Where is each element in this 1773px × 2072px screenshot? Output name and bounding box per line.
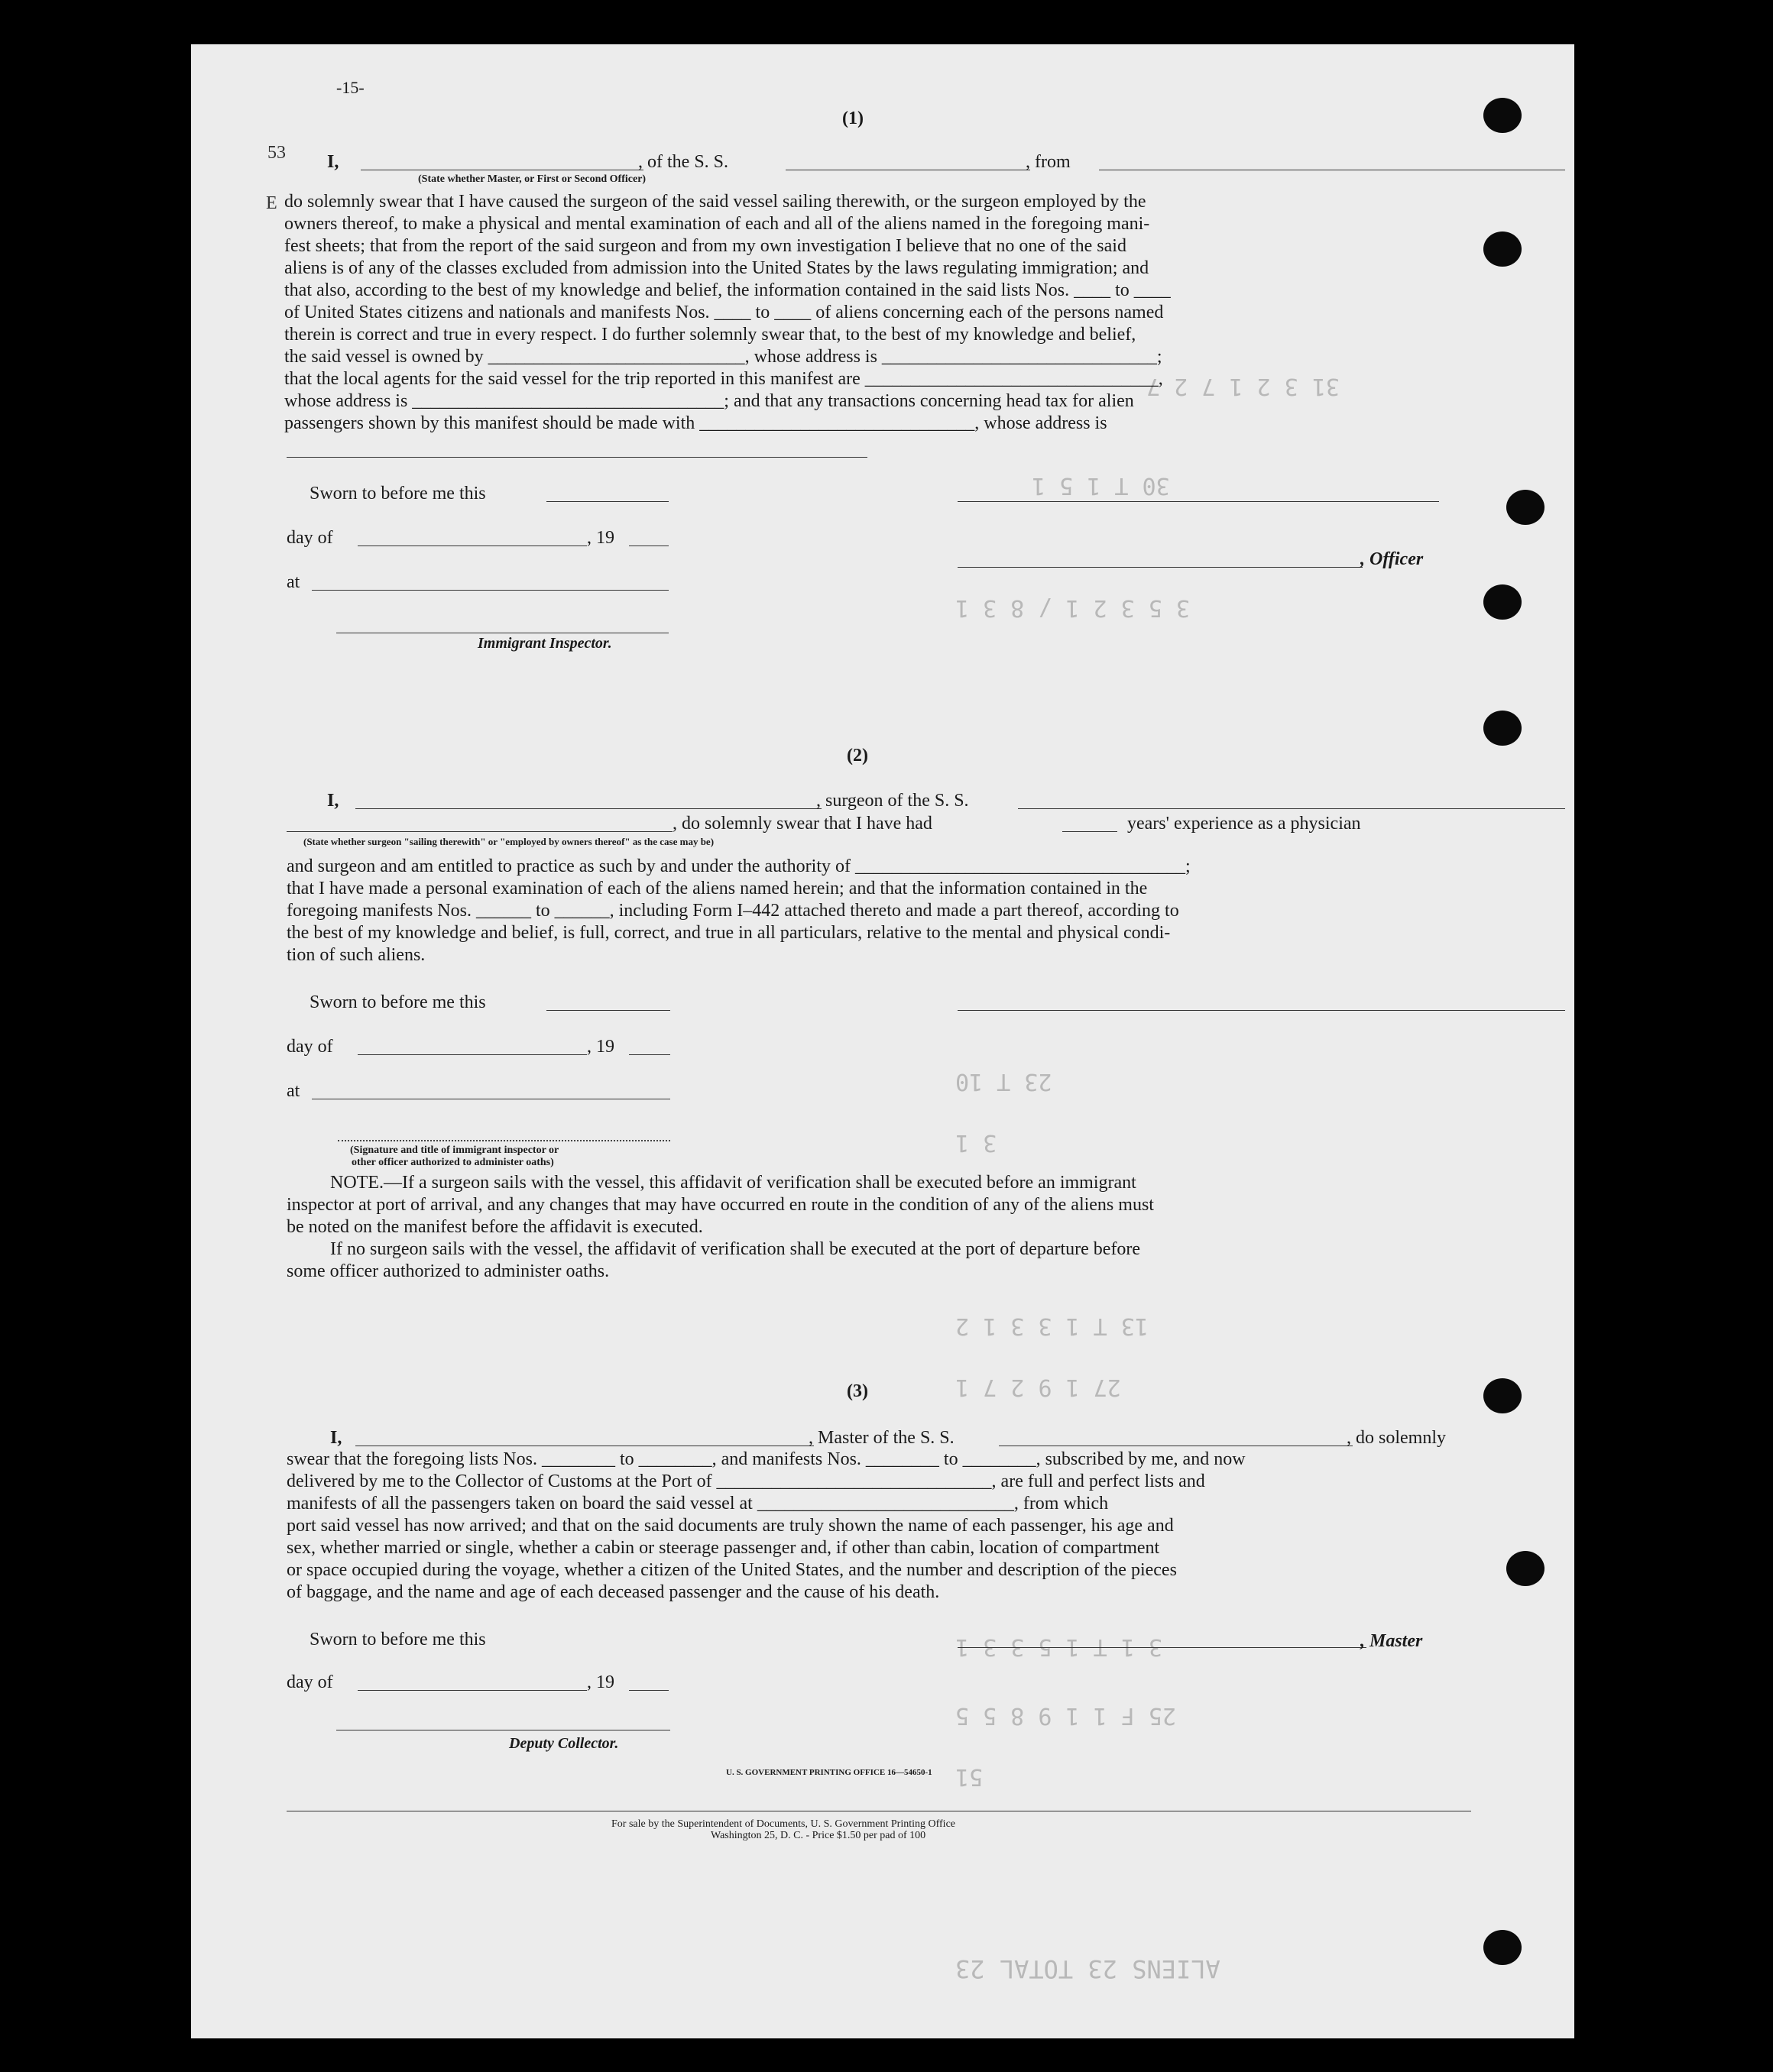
note-line: inspector at port of arrival, and any changes that may have occurred en route in the condition of any of the aliens must [287, 1195, 1154, 1215]
sworn-label: Sworn to before me this [310, 992, 486, 1012]
paragraph-line: of United States citizens and nationals and manifests Nos. ____ to ____ of aliens concerning each of the persons named [284, 303, 1164, 322]
section-3-i-label: I, [330, 1428, 342, 1448]
year-field[interactable] [629, 1690, 669, 1691]
margin-mark: E [266, 193, 277, 213]
paragraph-line: therein is correct and true in every respect. I do further solemnly swear that, to the best of my knowledge and belief, [284, 325, 1136, 345]
inspector-caption: Immigrant Inspector. [478, 635, 612, 652]
officer-rank-caption: (State whether Master, or First or Second Officer) [418, 173, 647, 185]
master-signature-field[interactable] [958, 1647, 1366, 1648]
at-label: at [287, 572, 300, 592]
paragraph-line: fest sheets; that from the report of the said surgeon and from my own investigation I believe that no one of the said [284, 236, 1126, 256]
binder-hole [1483, 711, 1522, 746]
year-field[interactable] [629, 1054, 670, 1055]
surgeon-signature-field[interactable] [958, 1010, 1565, 1011]
section-1-paragraph [284, 191, 1568, 435]
day-of-label: day of [287, 1672, 333, 1692]
note-line: If no surgeon sails with the vessel, the affidavit of verification shall be executed at the port of departure before [330, 1239, 1141, 1259]
year-label: , 19 [587, 1672, 614, 1692]
paragraph-line: owners thereof, to make a physical and mental examination of each and all of the aliens named in the foregoing mani- [284, 214, 1150, 234]
surgeon-vessel-field[interactable] [1018, 808, 1565, 809]
collector-caption: Deputy Collector. [509, 1735, 619, 1752]
surgeon-status-field[interactable] [287, 831, 673, 832]
year-label: , 19 [587, 1037, 614, 1057]
signature-caption: other officer authorized to administer oaths) [352, 1157, 554, 1168]
paragraph-line: that also, according to the best of my knowledge and belief, the information contained in the said lists Nos. ____ to ____ [284, 280, 1171, 300]
note-paragraph [287, 1172, 1570, 1283]
years-field[interactable] [1062, 831, 1117, 832]
at-label: at [287, 1081, 300, 1101]
binder-hole [1483, 98, 1522, 133]
paragraph-line: and surgeon and am entitled to practice as such by and under the authority of ____________________________________; [287, 856, 1191, 876]
paragraph-line: of baggage, and the name and age of each deceased passenger and the cause of his death. [287, 1582, 940, 1602]
sworn-label: Sworn to before me this [310, 484, 486, 503]
sworn-label: Sworn to before me this [310, 1630, 486, 1650]
month-field[interactable] [358, 1054, 587, 1055]
at-place-field[interactable] [312, 590, 669, 591]
paragraph-line: the said vessel is owned by ____________________________, whose address is ______________________________; [284, 347, 1162, 367]
paragraph-line: the best of my knowledge and belief, is full, correct, and true in all particulars, relative to the mental and physical condi- [287, 923, 1171, 943]
sale-line: Washington 25, D. C. - Price $1.50 per pad of 100 [711, 1830, 926, 1841]
paragraph-line: passengers shown by this manifest should be made with ______________________________, whose address is [284, 413, 1107, 433]
note-line: NOTE.—If a surgeon sails with the vessel, this affidavit of verification shall be executed before an immigrant [330, 1173, 1136, 1193]
section-1-number: (1) [842, 108, 864, 128]
section-2-paragraph [287, 856, 1570, 966]
binder-hole [1483, 584, 1522, 620]
manifest-page: -15- 53 E 31 3 2 1 7 2 7 30 T 1 5 1 3 5 3 2 1 / 8 3 1 23 T 10 3 1 13 T 1 3 3 1 2 27 1 9 2 7 1 3 1 T 1 5 3 3 1 25 F 1 1 9 8 5 5 51 (1) I, (State whether Master, or First or Second Officer) , of the S. S. , from do solemnly swear that I have caused the surgeon of the said vessel sailing therewith, or the surgeon employed by the owners thereof, to make a physical and mental examination of each and all of the aliens named in the foregoing mani- fest sheets; that from the report of the said surgeon and from my own investigation I believe that no one of the said aliens is of any of the classes excluded from admission into the United States by the laws regulating immigration; and that also, according to the best of my knowledge and belief, the information contained in the said lists Nos. ____ to ____ of United States citizens and nationals and manifests Nos. ____ to ____ of aliens concerning each of the persons named therein is correct and true in every respect. I do further solemnly swear that, to the best of my knowledge and belief, the said vessel is owned by ____________________________, whose address is ______________________________; that the local agents for the said vessel for the trip reported in this manifest are ________________________________, whose address is __________________________________; and that any transactions concerning head tax for alien passengers shown by this manifest should be made with ______________________________, whose address is Sworn to before me this day of , 19 , Officer at Immigrant Inspector. (2) I, , surgeon of the S. S. , do solemnly swear that I have had years' experience as a physician (State whether surgeon "sailing therewith" or "employed by owners thereof" as the case may be) and surgeon and am entitled to practice as such by and under the authority of ____________________________________; that I have made a personal examination of each of the aliens named herein; and that the information contained in the foregoing manifests Nos. ______ to ______, including Form I–442 attached thereto and made a part thereof, according to the best of my knowledge and belief, is full, correct, and true in all particulars, relative to the mental and physical condi- tion of such aliens. Sworn to before me this day of , 19 at (Signature and title of immigrant inspector or other officer authorized to administer oaths) NOTE.—If a surgeon sails with the vessel, this affidavit of verification shall be executed before an immigrant inspector at port of arrival, and any changes that may have occurred en route in the condition of any of the aliens must be noted on the manifest before the affidavit is executed. If no surgeon sails with the vessel, the affidavit of verification shall be executed at the port of departure before some officer authorized to administer oaths. (3) I, , Master of the S. S. , do solemnly swear that the foregoing lists Nos. ________ to ________, and manifests Nos. ________ to ________, subscribed by me, and now delivered by me to the Collector of Customs at the Port of ______________________________, are full and perfect lists and manifests of all the passengers taken on board the said vessel at ____________________________, from which port said vessel has now arrived; and that on the said documents are truly shown the name of each passenger, his age and sex, whether married or single, whether a cabin or steerage passenger and, if other than cabin, location of compartment or space occupied during the voyage, whether a citizen of the United States, and the number and description of the pieces of baggage, and the name and age of each deceased passenger and the cause of his death. Sworn to before me this , Master day of , 19 Deputy Collector. U. S. GOVERNMENT PRINTING OFFICE 16—54650-1 For sale by the Superintendent of Documents, U. S. Government Printing Office Washington 25, D. C. - Price $1.50 per pad of 100 ALIENS 23 TOTAL 23 [191, 44, 1574, 2038]
surgeon-status-caption: (State whether surgeon "sailing therewith" or "employed by owners thereof" as the case may be) [303, 836, 715, 847]
paragraph-line: sex, whether married or single, whether a cabin or steerage passenger and, if other than cabin, location of compartment [287, 1538, 1160, 1558]
inspector-signature-field[interactable] [338, 1140, 670, 1141]
day-of-label: day of [287, 1037, 333, 1057]
margin-mark: 53 [267, 143, 286, 163]
paragraph-line: that I have made a personal examination of each of the aliens named herein; and that the information contained in the [287, 879, 1148, 898]
section-3-paragraph [287, 1449, 1570, 1604]
note-line: some officer authorized to administer oaths. [287, 1261, 610, 1281]
bottom-bleed-text: ALIENS 23 TOTAL 23 [955, 1954, 1220, 1983]
years-label: years' experience as a physician [1127, 814, 1361, 834]
paragraph-line: foregoing manifests Nos. ______ to ______, including Form I–442 attached thereto and made a part thereof, according to [287, 901, 1179, 921]
paragraph-line: whose address is __________________________________; and that any transactions concerning head tax for alien [284, 391, 1134, 411]
master-caption: , Master [1360, 1631, 1423, 1651]
solemnly-label: , do solemnly swear that I have had [673, 814, 932, 834]
binder-hole [1483, 1930, 1522, 1965]
paragraph-line: tion of such aliens. [287, 945, 426, 965]
do-solemnly-label: , do solemnly [1347, 1428, 1446, 1448]
note-line: be noted on the manifest before the affidavit is executed. [287, 1217, 703, 1237]
section-2-i-label: I, [327, 791, 339, 811]
head-tax-address-field[interactable] [287, 457, 867, 458]
sale-line: For sale by the Superintendent of Documents, U. S. Government Printing Office [611, 1818, 955, 1830]
paragraph-line: swear that the foregoing lists Nos. ________ to ________, and manifests Nos. ________ to ________, subscribed by me, and now [287, 1449, 1246, 1469]
sworn-date-field[interactable] [546, 501, 669, 502]
paragraph-line: that the local agents for the said vessel for the trip reported in this manifest are ________________________________, [284, 369, 1163, 389]
officer-caption: , Officer [1360, 549, 1424, 569]
from-label: , from [1026, 152, 1071, 172]
officer-title-field[interactable] [958, 567, 1363, 568]
surgeon-name-field[interactable] [355, 808, 822, 809]
binder-hole [1506, 1551, 1544, 1586]
section-3-number: (3) [847, 1381, 868, 1401]
binder-hole [1506, 490, 1544, 525]
paragraph-line: or space occupied during the voyage, whether a citizen of the United States, and the number and description of the pieces [287, 1560, 1177, 1580]
page-mark: -15- [336, 78, 365, 97]
gpo-imprint: U. S. GOVERNMENT PRINTING OFFICE 16—54650-1 [726, 1768, 932, 1777]
sworn-date-field[interactable] [546, 1010, 670, 1011]
surgeon-label: , surgeon of the S. S. [816, 791, 969, 811]
paragraph-line: do solemnly swear that I have caused the surgeon of the said vessel sailing therewith, or the surgeon employed by the [284, 192, 1146, 212]
master-label: , Master of the S. S. [809, 1428, 955, 1448]
section-1-i-label: I, [327, 152, 339, 172]
paragraph-line: port said vessel has now arrived; and that on the said documents are truly shown the name of each passenger, his age and [287, 1516, 1174, 1536]
ss-label: , of the S. S. [638, 152, 729, 172]
day-of-label: day of [287, 528, 333, 548]
binder-hole [1483, 231, 1522, 267]
year-label: , 19 [587, 528, 614, 548]
paragraph-line: manifests of all the passengers taken on board the said vessel at ____________________________, from which [287, 1494, 1109, 1514]
paragraph-line: delivered by me to the Collector of Customs at the Port of ______________________________, are full and perfect lists and [287, 1471, 1205, 1491]
binder-hole [1483, 1378, 1522, 1413]
officer-signature-field[interactable] [958, 501, 1439, 502]
signature-caption: (Signature and title of immigrant inspector or [350, 1144, 559, 1156]
month-field[interactable] [358, 1690, 587, 1691]
section-2-number: (2) [847, 746, 868, 766]
paragraph-line: aliens is of any of the classes excluded from admission into the United States by the laws regulating immigration; and [284, 258, 1149, 278]
